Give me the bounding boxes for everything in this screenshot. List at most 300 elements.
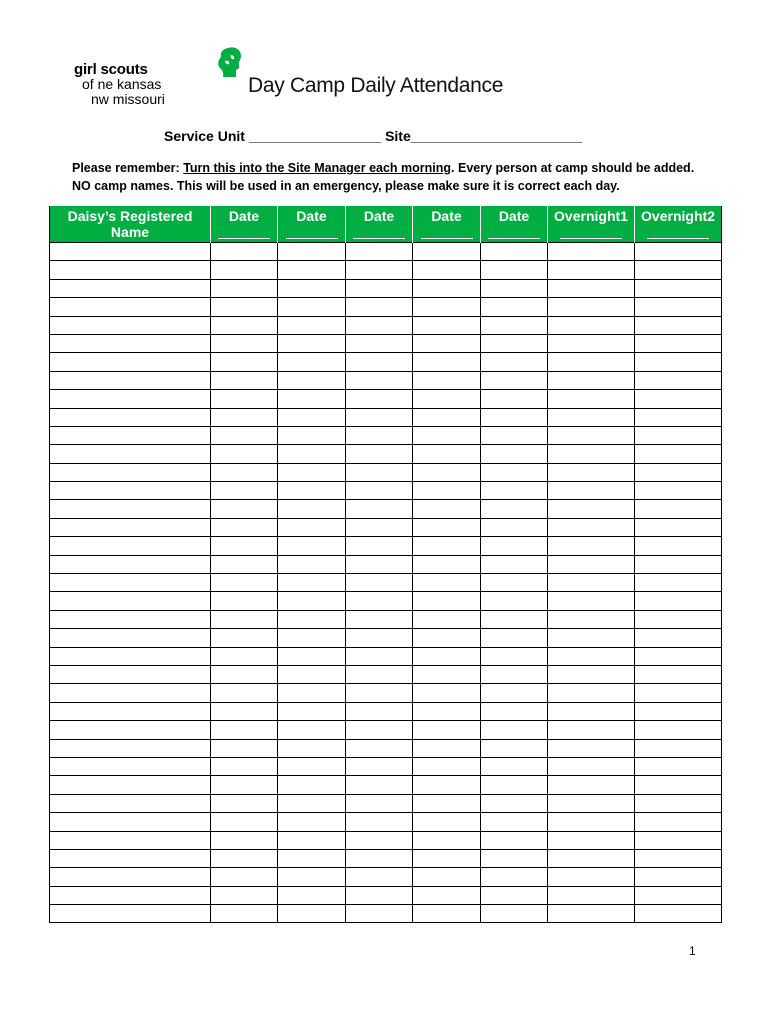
attendance-cell[interactable] <box>413 665 481 683</box>
attendance-cell[interactable] <box>346 555 413 573</box>
attendance-cell[interactable] <box>211 831 278 849</box>
attendance-cell[interactable] <box>211 261 278 279</box>
attendance-cell[interactable] <box>346 868 413 886</box>
attendance-cell[interactable] <box>548 813 635 831</box>
name-cell[interactable] <box>50 647 211 665</box>
attendance-cell[interactable] <box>413 868 481 886</box>
attendance-cell[interactable] <box>548 316 635 334</box>
attendance-cell[interactable] <box>548 371 635 389</box>
attendance-cell[interactable] <box>413 849 481 867</box>
attendance-cell[interactable] <box>346 739 413 757</box>
attendance-cell[interactable] <box>346 702 413 720</box>
name-cell[interactable] <box>50 261 211 279</box>
attendance-cell[interactable] <box>278 390 346 408</box>
attendance-cell[interactable] <box>278 794 346 812</box>
name-cell[interactable] <box>50 665 211 683</box>
attendance-cell[interactable] <box>481 555 548 573</box>
attendance-cell[interactable] <box>413 813 481 831</box>
attendance-cell[interactable] <box>278 702 346 720</box>
attendance-cell[interactable] <box>278 353 346 371</box>
attendance-cell[interactable] <box>278 574 346 592</box>
attendance-cell[interactable] <box>635 610 722 628</box>
attendance-cell[interactable] <box>211 684 278 702</box>
attendance-cell[interactable] <box>635 261 722 279</box>
attendance-cell[interactable] <box>635 813 722 831</box>
column-header-date-1: Date <box>211 206 278 243</box>
attendance-cell[interactable] <box>211 353 278 371</box>
attendance-cell[interactable] <box>548 390 635 408</box>
attendance-cell[interactable] <box>413 482 481 500</box>
attendance-cell[interactable] <box>413 408 481 426</box>
attendance-cell[interactable] <box>481 426 548 444</box>
attendance-cell[interactable] <box>481 390 548 408</box>
name-cell[interactable] <box>50 905 211 923</box>
attendance-cell[interactable] <box>413 316 481 334</box>
attendance-cell[interactable] <box>278 518 346 536</box>
attendance-cell[interactable] <box>481 721 548 739</box>
attendance-cell[interactable] <box>413 794 481 812</box>
attendance-cell[interactable] <box>635 408 722 426</box>
attendance-cell[interactable] <box>413 371 481 389</box>
name-cell[interactable] <box>50 390 211 408</box>
attendance-cell[interactable] <box>211 610 278 628</box>
attendance-cell[interactable] <box>346 574 413 592</box>
attendance-cell[interactable] <box>346 886 413 904</box>
attendance-cell[interactable] <box>346 482 413 500</box>
attendance-cell[interactable] <box>548 353 635 371</box>
table-header-row <box>50 206 722 243</box>
attendance-cell[interactable] <box>635 482 722 500</box>
attendance-cell[interactable] <box>278 684 346 702</box>
attendance-cell[interactable] <box>635 298 722 316</box>
attendance-cell[interactable] <box>346 721 413 739</box>
attendance-cell[interactable] <box>481 537 548 555</box>
attendance-cell[interactable] <box>346 831 413 849</box>
attendance-cell[interactable] <box>211 868 278 886</box>
attendance-cell[interactable] <box>211 500 278 518</box>
attendance-cell[interactable] <box>413 261 481 279</box>
attendance-cell[interactable] <box>278 905 346 923</box>
attendance-cell[interactable] <box>635 849 722 867</box>
table-row <box>50 757 722 775</box>
attendance-cell[interactable] <box>211 794 278 812</box>
attendance-cell[interactable] <box>635 518 722 536</box>
name-cell[interactable] <box>50 445 211 463</box>
name-cell[interactable] <box>50 500 211 518</box>
attendance-cell[interactable] <box>635 316 722 334</box>
name-cell[interactable] <box>50 721 211 739</box>
attendance-cell[interactable] <box>211 537 278 555</box>
attendance-cell[interactable] <box>211 665 278 683</box>
attendance-cell[interactable] <box>346 243 413 261</box>
attendance-cell[interactable] <box>211 482 278 500</box>
attendance-cell[interactable] <box>548 629 635 647</box>
attendance-cell[interactable] <box>211 702 278 720</box>
attendance-cell[interactable] <box>346 279 413 297</box>
attendance-cell[interactable] <box>346 537 413 555</box>
attendance-cell[interactable] <box>211 849 278 867</box>
attendance-cell[interactable] <box>346 298 413 316</box>
attendance-cell[interactable] <box>346 261 413 279</box>
attendance-cell[interactable] <box>481 482 548 500</box>
attendance-cell[interactable] <box>413 279 481 297</box>
attendance-cell[interactable] <box>413 905 481 923</box>
attendance-cell[interactable] <box>548 739 635 757</box>
attendance-cell[interactable] <box>346 371 413 389</box>
attendance-cell[interactable] <box>211 592 278 610</box>
attendance-cell[interactable] <box>481 408 548 426</box>
attendance-cell[interactable] <box>413 757 481 775</box>
name-cell[interactable] <box>50 537 211 555</box>
attendance-cell[interactable] <box>481 794 548 812</box>
attendance-cell[interactable] <box>548 905 635 923</box>
name-cell[interactable] <box>50 849 211 867</box>
attendance-cell[interactable] <box>346 665 413 683</box>
attendance-cell[interactable] <box>278 482 346 500</box>
attendance-cell[interactable] <box>278 537 346 555</box>
attendance-cell[interactable] <box>481 353 548 371</box>
attendance-cell[interactable] <box>635 371 722 389</box>
attendance-cell[interactable] <box>548 243 635 261</box>
name-cell[interactable] <box>50 316 211 334</box>
attendance-cell[interactable] <box>548 592 635 610</box>
attendance-cell[interactable] <box>211 518 278 536</box>
attendance-cell[interactable] <box>278 721 346 739</box>
attendance-cell[interactable] <box>211 390 278 408</box>
name-cell[interactable] <box>50 574 211 592</box>
attendance-cell[interactable] <box>346 334 413 352</box>
attendance-cell[interactable] <box>211 757 278 775</box>
attendance-cell[interactable] <box>548 500 635 518</box>
attendance-cell[interactable] <box>413 334 481 352</box>
attendance-cell[interactable] <box>548 298 635 316</box>
name-cell[interactable] <box>50 868 211 886</box>
attendance-cell[interactable] <box>635 721 722 739</box>
attendance-cell[interactable] <box>413 886 481 904</box>
attendance-cell[interactable] <box>346 905 413 923</box>
attendance-cell[interactable] <box>346 757 413 775</box>
attendance-cell[interactable] <box>278 500 346 518</box>
attendance-cell[interactable] <box>278 334 346 352</box>
attendance-cell[interactable] <box>413 776 481 794</box>
attendance-cell[interactable] <box>346 445 413 463</box>
attendance-cell[interactable] <box>481 813 548 831</box>
attendance-cell[interactable] <box>346 647 413 665</box>
attendance-cell[interactable] <box>548 279 635 297</box>
attendance-cell[interactable] <box>481 684 548 702</box>
attendance-cell[interactable] <box>346 518 413 536</box>
attendance-cell[interactable] <box>346 426 413 444</box>
attendance-cell[interactable] <box>635 905 722 923</box>
attendance-cell[interactable] <box>635 445 722 463</box>
name-cell[interactable] <box>50 463 211 481</box>
attendance-cell[interactable] <box>211 445 278 463</box>
attendance-cell[interactable] <box>481 261 548 279</box>
attendance-cell[interactable] <box>635 537 722 555</box>
attendance-cell[interactable] <box>413 647 481 665</box>
attendance-cell[interactable] <box>413 500 481 518</box>
attendance-cell[interactable] <box>278 757 346 775</box>
attendance-cell[interactable] <box>346 592 413 610</box>
attendance-cell[interactable] <box>635 739 722 757</box>
attendance-cell[interactable] <box>413 629 481 647</box>
attendance-cell[interactable] <box>635 794 722 812</box>
attendance-cell[interactable] <box>548 647 635 665</box>
attendance-cell[interactable] <box>548 868 635 886</box>
attendance-cell[interactable] <box>211 426 278 444</box>
attendance-cell[interactable] <box>211 647 278 665</box>
attendance-cell[interactable] <box>481 739 548 757</box>
attendance-cell[interactable] <box>278 426 346 444</box>
attendance-cell[interactable] <box>413 610 481 628</box>
attendance-cell[interactable] <box>278 279 346 297</box>
attendance-cell[interactable] <box>481 647 548 665</box>
attendance-cell[interactable] <box>278 886 346 904</box>
attendance-cell[interactable] <box>278 665 346 683</box>
name-cell[interactable] <box>50 813 211 831</box>
attendance-cell[interactable] <box>413 243 481 261</box>
attendance-cell[interactable] <box>413 684 481 702</box>
name-cell[interactable] <box>50 243 211 261</box>
attendance-cell[interactable] <box>481 243 548 261</box>
attendance-cell[interactable] <box>413 518 481 536</box>
attendance-cell[interactable] <box>346 463 413 481</box>
attendance-cell[interactable] <box>413 721 481 739</box>
attendance-cell[interactable] <box>278 647 346 665</box>
attendance-cell[interactable] <box>413 831 481 849</box>
service-unit-site-line[interactable]: Service Unit _________________ Site______________________ <box>164 128 583 144</box>
attendance-cell[interactable] <box>278 739 346 757</box>
attendance-cell[interactable] <box>548 665 635 683</box>
attendance-cell[interactable] <box>346 353 413 371</box>
attendance-cell[interactable] <box>278 316 346 334</box>
attendance-cell[interactable] <box>481 868 548 886</box>
attendance-cell[interactable] <box>481 757 548 775</box>
name-cell[interactable] <box>50 776 211 794</box>
attendance-cell[interactable] <box>278 831 346 849</box>
attendance-cell[interactable] <box>548 684 635 702</box>
attendance-cell[interactable] <box>635 592 722 610</box>
attendance-cell[interactable] <box>346 316 413 334</box>
attendance-cell[interactable] <box>413 298 481 316</box>
name-cell[interactable] <box>50 757 211 775</box>
attendance-cell[interactable] <box>635 886 722 904</box>
attendance-cell[interactable] <box>413 353 481 371</box>
attendance-cell[interactable] <box>211 334 278 352</box>
attendance-cell[interactable] <box>278 371 346 389</box>
attendance-cell[interactable] <box>548 610 635 628</box>
attendance-cell[interactable] <box>278 592 346 610</box>
attendance-cell[interactable] <box>211 555 278 573</box>
attendance-cell[interactable] <box>346 610 413 628</box>
attendance-cell[interactable] <box>413 702 481 720</box>
name-cell[interactable] <box>50 353 211 371</box>
name-cell[interactable] <box>50 739 211 757</box>
attendance-cell[interactable] <box>635 684 722 702</box>
attendance-cell[interactable] <box>548 757 635 775</box>
attendance-cell[interactable] <box>481 665 548 683</box>
attendance-cell[interactable] <box>211 463 278 481</box>
attendance-cell[interactable] <box>278 629 346 647</box>
attendance-cell[interactable] <box>413 555 481 573</box>
attendance-cell[interactable] <box>548 849 635 867</box>
attendance-cell[interactable] <box>211 739 278 757</box>
attendance-cell[interactable] <box>548 518 635 536</box>
name-cell[interactable] <box>50 592 211 610</box>
attendance-cell[interactable] <box>635 868 722 886</box>
attendance-cell[interactable] <box>211 371 278 389</box>
attendance-cell[interactable] <box>211 886 278 904</box>
attendance-cell[interactable] <box>481 610 548 628</box>
attendance-cell[interactable] <box>481 831 548 849</box>
attendance-cell[interactable] <box>481 776 548 794</box>
attendance-cell[interactable] <box>481 371 548 389</box>
attendance-cell[interactable] <box>548 426 635 444</box>
attendance-cell[interactable] <box>346 390 413 408</box>
attendance-cell[interactable] <box>346 849 413 867</box>
attendance-cell[interactable] <box>548 574 635 592</box>
name-cell[interactable] <box>50 334 211 352</box>
attendance-cell[interactable] <box>548 482 635 500</box>
attendance-cell[interactable] <box>278 610 346 628</box>
attendance-cell[interactable] <box>481 629 548 647</box>
attendance-cell[interactable] <box>548 886 635 904</box>
attendance-cell[interactable] <box>635 334 722 352</box>
attendance-cell[interactable] <box>346 776 413 794</box>
attendance-cell[interactable] <box>346 794 413 812</box>
attendance-cell[interactable] <box>635 463 722 481</box>
attendance-cell[interactable] <box>481 905 548 923</box>
attendance-cell[interactable] <box>481 298 548 316</box>
name-cell[interactable] <box>50 482 211 500</box>
attendance-cell[interactable] <box>548 408 635 426</box>
attendance-cell[interactable] <box>413 463 481 481</box>
name-cell[interactable] <box>50 831 211 849</box>
attendance-cell[interactable] <box>211 279 278 297</box>
attendance-cell[interactable] <box>278 776 346 794</box>
attendance-cell[interactable] <box>481 849 548 867</box>
attendance-cell[interactable] <box>413 537 481 555</box>
attendance-cell[interactable] <box>481 334 548 352</box>
attendance-cell[interactable] <box>346 408 413 426</box>
name-cell[interactable] <box>50 610 211 628</box>
attendance-cell[interactable] <box>278 408 346 426</box>
attendance-cell[interactable] <box>635 757 722 775</box>
attendance-cell[interactable] <box>481 592 548 610</box>
attendance-cell[interactable] <box>481 316 548 334</box>
attendance-cell[interactable] <box>278 813 346 831</box>
name-cell[interactable] <box>50 702 211 720</box>
attendance-cell[interactable] <box>548 334 635 352</box>
attendance-cell[interactable] <box>548 537 635 555</box>
attendance-cell[interactable] <box>481 463 548 481</box>
attendance-cell[interactable] <box>635 353 722 371</box>
attendance-cell[interactable] <box>548 445 635 463</box>
attendance-cell[interactable] <box>211 298 278 316</box>
attendance-cell[interactable] <box>211 574 278 592</box>
attendance-cell[interactable] <box>635 776 722 794</box>
attendance-cell[interactable] <box>635 390 722 408</box>
name-cell[interactable] <box>50 279 211 297</box>
name-cell[interactable] <box>50 298 211 316</box>
attendance-cell[interactable] <box>481 574 548 592</box>
attendance-cell[interactable] <box>635 629 722 647</box>
attendance-cell[interactable] <box>635 647 722 665</box>
attendance-cell[interactable] <box>413 574 481 592</box>
attendance-cell[interactable] <box>413 390 481 408</box>
attendance-cell[interactable] <box>413 739 481 757</box>
attendance-cell[interactable] <box>211 721 278 739</box>
name-cell[interactable] <box>50 629 211 647</box>
attendance-cell[interactable] <box>211 243 278 261</box>
attendance-cell[interactable] <box>481 445 548 463</box>
attendance-cell[interactable] <box>635 574 722 592</box>
attendance-cell[interactable] <box>211 316 278 334</box>
attendance-cell[interactable] <box>211 813 278 831</box>
attendance-cell[interactable] <box>211 629 278 647</box>
attendance-cell[interactable] <box>635 702 722 720</box>
attendance-cell[interactable] <box>211 776 278 794</box>
attendance-cell[interactable] <box>481 518 548 536</box>
attendance-cell[interactable] <box>481 702 548 720</box>
attendance-cell[interactable] <box>278 463 346 481</box>
attendance-cell[interactable] <box>278 555 346 573</box>
attendance-cell[interactable] <box>635 665 722 683</box>
attendance-cell[interactable] <box>548 261 635 279</box>
attendance-cell[interactable] <box>346 629 413 647</box>
attendance-cell[interactable] <box>548 721 635 739</box>
attendance-cell[interactable] <box>278 261 346 279</box>
attendance-cell[interactable] <box>635 555 722 573</box>
name-cell[interactable] <box>50 408 211 426</box>
attendance-cell[interactable] <box>635 426 722 444</box>
attendance-cell[interactable] <box>635 279 722 297</box>
name-cell[interactable] <box>50 684 211 702</box>
name-cell[interactable] <box>50 886 211 904</box>
attendance-cell[interactable] <box>346 500 413 518</box>
attendance-cell[interactable] <box>548 702 635 720</box>
attendance-cell[interactable] <box>278 445 346 463</box>
attendance-cell[interactable] <box>278 849 346 867</box>
attendance-cell[interactable] <box>635 831 722 849</box>
attendance-cell[interactable] <box>278 298 346 316</box>
attendance-cell[interactable] <box>211 408 278 426</box>
attendance-cell[interactable] <box>413 426 481 444</box>
attendance-cell[interactable] <box>481 500 548 518</box>
attendance-cell[interactable] <box>635 243 722 261</box>
attendance-cell[interactable] <box>211 905 278 923</box>
attendance-cell[interactable] <box>548 555 635 573</box>
attendance-cell[interactable] <box>481 279 548 297</box>
attendance-cell[interactable] <box>548 831 635 849</box>
attendance-cell[interactable] <box>346 813 413 831</box>
attendance-cell[interactable] <box>413 445 481 463</box>
attendance-cell[interactable] <box>635 500 722 518</box>
attendance-cell[interactable] <box>548 794 635 812</box>
attendance-cell[interactable] <box>278 868 346 886</box>
name-cell[interactable] <box>50 555 211 573</box>
attendance-cell[interactable] <box>413 592 481 610</box>
name-cell[interactable] <box>50 426 211 444</box>
attendance-cell[interactable] <box>278 243 346 261</box>
attendance-cell[interactable] <box>548 776 635 794</box>
attendance-cell[interactable] <box>346 684 413 702</box>
attendance-cell[interactable] <box>481 886 548 904</box>
name-cell[interactable] <box>50 518 211 536</box>
name-cell[interactable] <box>50 794 211 812</box>
attendance-cell[interactable] <box>548 463 635 481</box>
name-cell[interactable] <box>50 371 211 389</box>
